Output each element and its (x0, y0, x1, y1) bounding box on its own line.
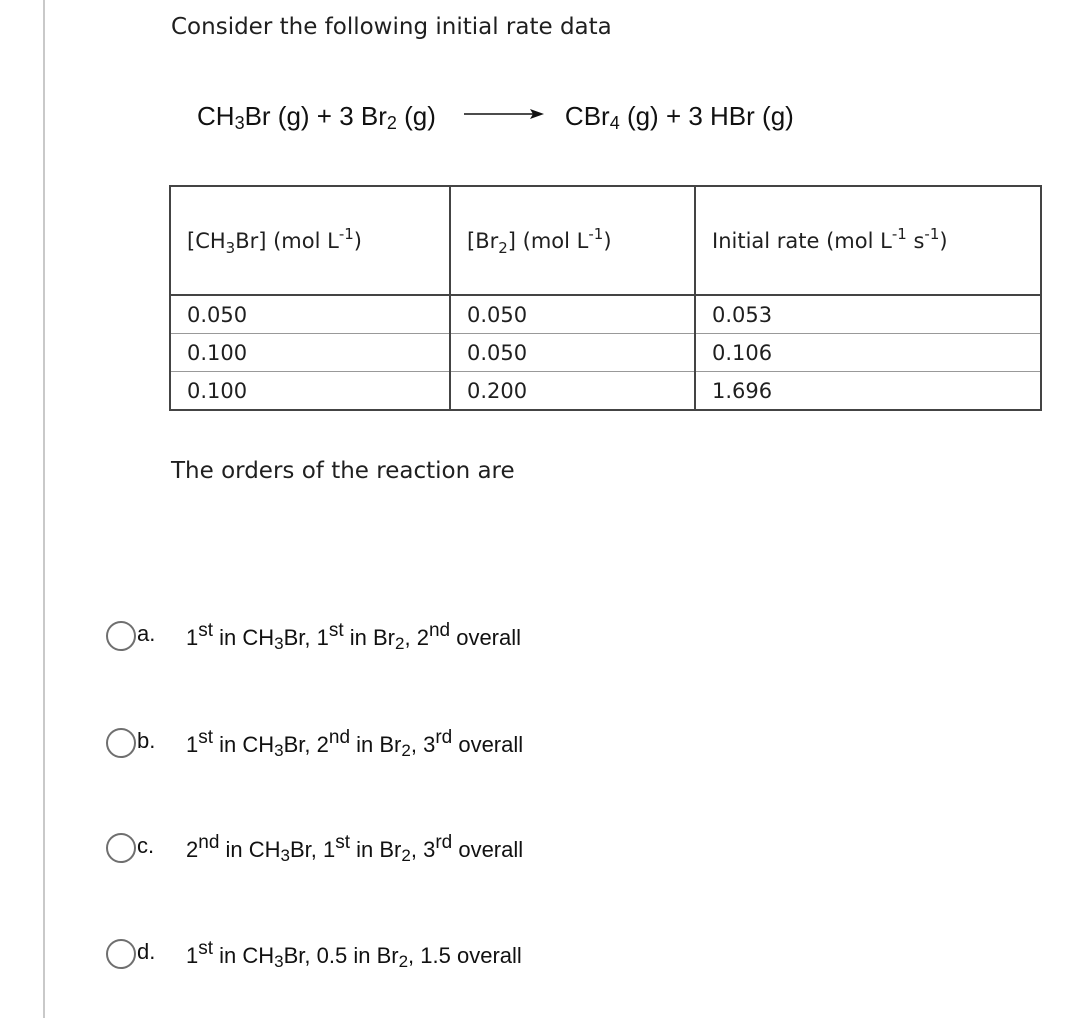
radio-button-b[interactable] (106, 728, 136, 758)
option-letter-c: c. (137, 833, 155, 858)
table-row (170, 295, 1041, 334)
rate-data-table (169, 185, 1042, 411)
table-row (170, 334, 1041, 372)
table-header-row (170, 186, 1041, 295)
table-cell: 0.100 (170, 334, 450, 372)
option-text-d: 1st in $CH_3Br$, 0.5 in $Br_2$, 1.5 overall (186, 938, 522, 971)
prompt-text: The orders of the reaction are (171, 458, 515, 484)
option-letter-a: a. (137, 621, 156, 646)
radio-button-d[interactable] (106, 939, 136, 969)
left-border (43, 0, 45, 1018)
table-cell: 0.200 (450, 372, 695, 411)
question-text: Consider the following initial rate data (171, 14, 612, 40)
table-cell: 0.053 (695, 295, 1041, 334)
table-cell: 0.050 (450, 295, 695, 334)
radio-button-c[interactable] (106, 833, 136, 863)
header-initial-rate: Initial rate (mol $L^{-1}$ $s^{-1}$) (695, 186, 1041, 295)
reaction-equation (197, 101, 794, 132)
header-ch3br: $[CH_3Br]$ (mol $L^{-1}$) (170, 186, 450, 295)
option-letter-b: b. (137, 728, 156, 753)
table-cell: 0.050 (170, 295, 450, 334)
table-cell: 0.050 (450, 334, 695, 372)
option-letter-d: d. (137, 939, 156, 964)
radio-button-a[interactable] (106, 621, 136, 651)
option-text-b: 1st in $CH_3Br$, 2nd in $Br_2$, 3rd overall (186, 727, 524, 760)
table-cell: 0.100 (170, 372, 450, 411)
table-cell: 0.106 (695, 334, 1041, 372)
option-text-c: 2nd in $CH_3Br$, 1st in $Br_2$, 3rd overall (186, 832, 524, 865)
equation-products: CBr$_4$ (g) + 3 HBr (g) (564, 101, 794, 133)
table-cell: 1.696 (695, 372, 1041, 411)
option-text-a: 1st in $CH_3Br$, 1st in $Br_2$, 2nd overall (186, 620, 522, 653)
header-br2: $[Br_2]$ (mol $L^{-1}$) (450, 186, 695, 295)
table-row (170, 372, 1041, 411)
equation-reactants: $CH_3Br$ (g) + 3 $Br_2$ (g) (197, 101, 436, 133)
reaction-arrow-icon (464, 107, 544, 121)
